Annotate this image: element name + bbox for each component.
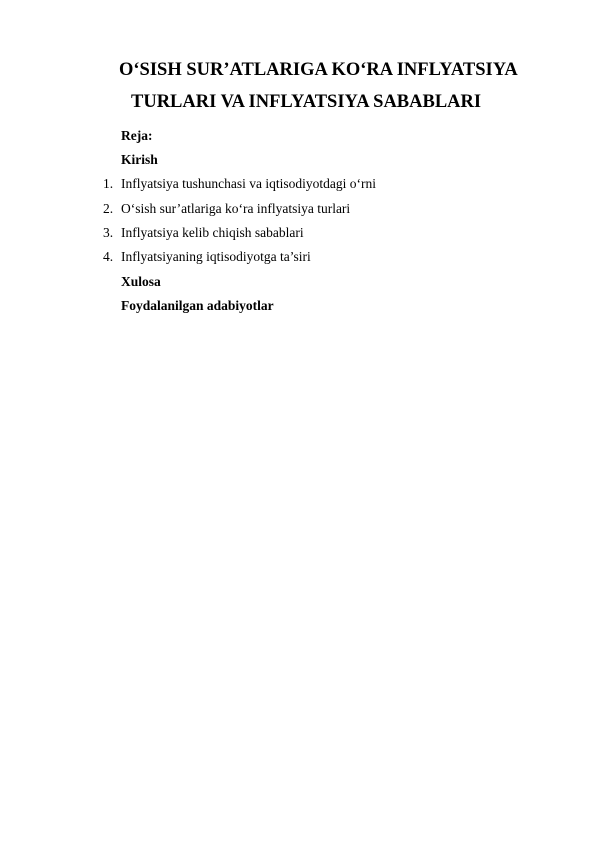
intro-heading: Kirish	[121, 152, 158, 167]
list-item-text: Inflyatsiya tushunchasi va iqtisodiyotdagi o‘rni	[121, 176, 376, 191]
references-heading: Foydalanilgan adabiyotlar	[121, 298, 274, 313]
list-item-text: O‘sish sur’atlariga ko‘ra inflyatsiya turlari	[121, 201, 351, 216]
list-item-number: 3.	[103, 225, 114, 240]
list-item-text: Inflyatsiya kelib chiqish sabablari	[121, 225, 304, 240]
list-item-number: 2.	[103, 201, 114, 216]
conclusion-heading: Xulosa	[121, 274, 161, 289]
list-item-number: 4.	[103, 249, 114, 264]
document-title-line-2: TURLARI VA INFLYATSIYA SABABLARI	[131, 92, 482, 112]
plan-label: Reja:	[121, 128, 153, 143]
document-title-line-1: O‘SISH SUR’ATLARIGA KO‘RA INFLYATSIYA	[119, 60, 518, 80]
list-item-number: 1.	[103, 176, 114, 191]
list-item-text: Inflyatsiyaning iqtisodiyotga ta’siri	[121, 249, 311, 264]
